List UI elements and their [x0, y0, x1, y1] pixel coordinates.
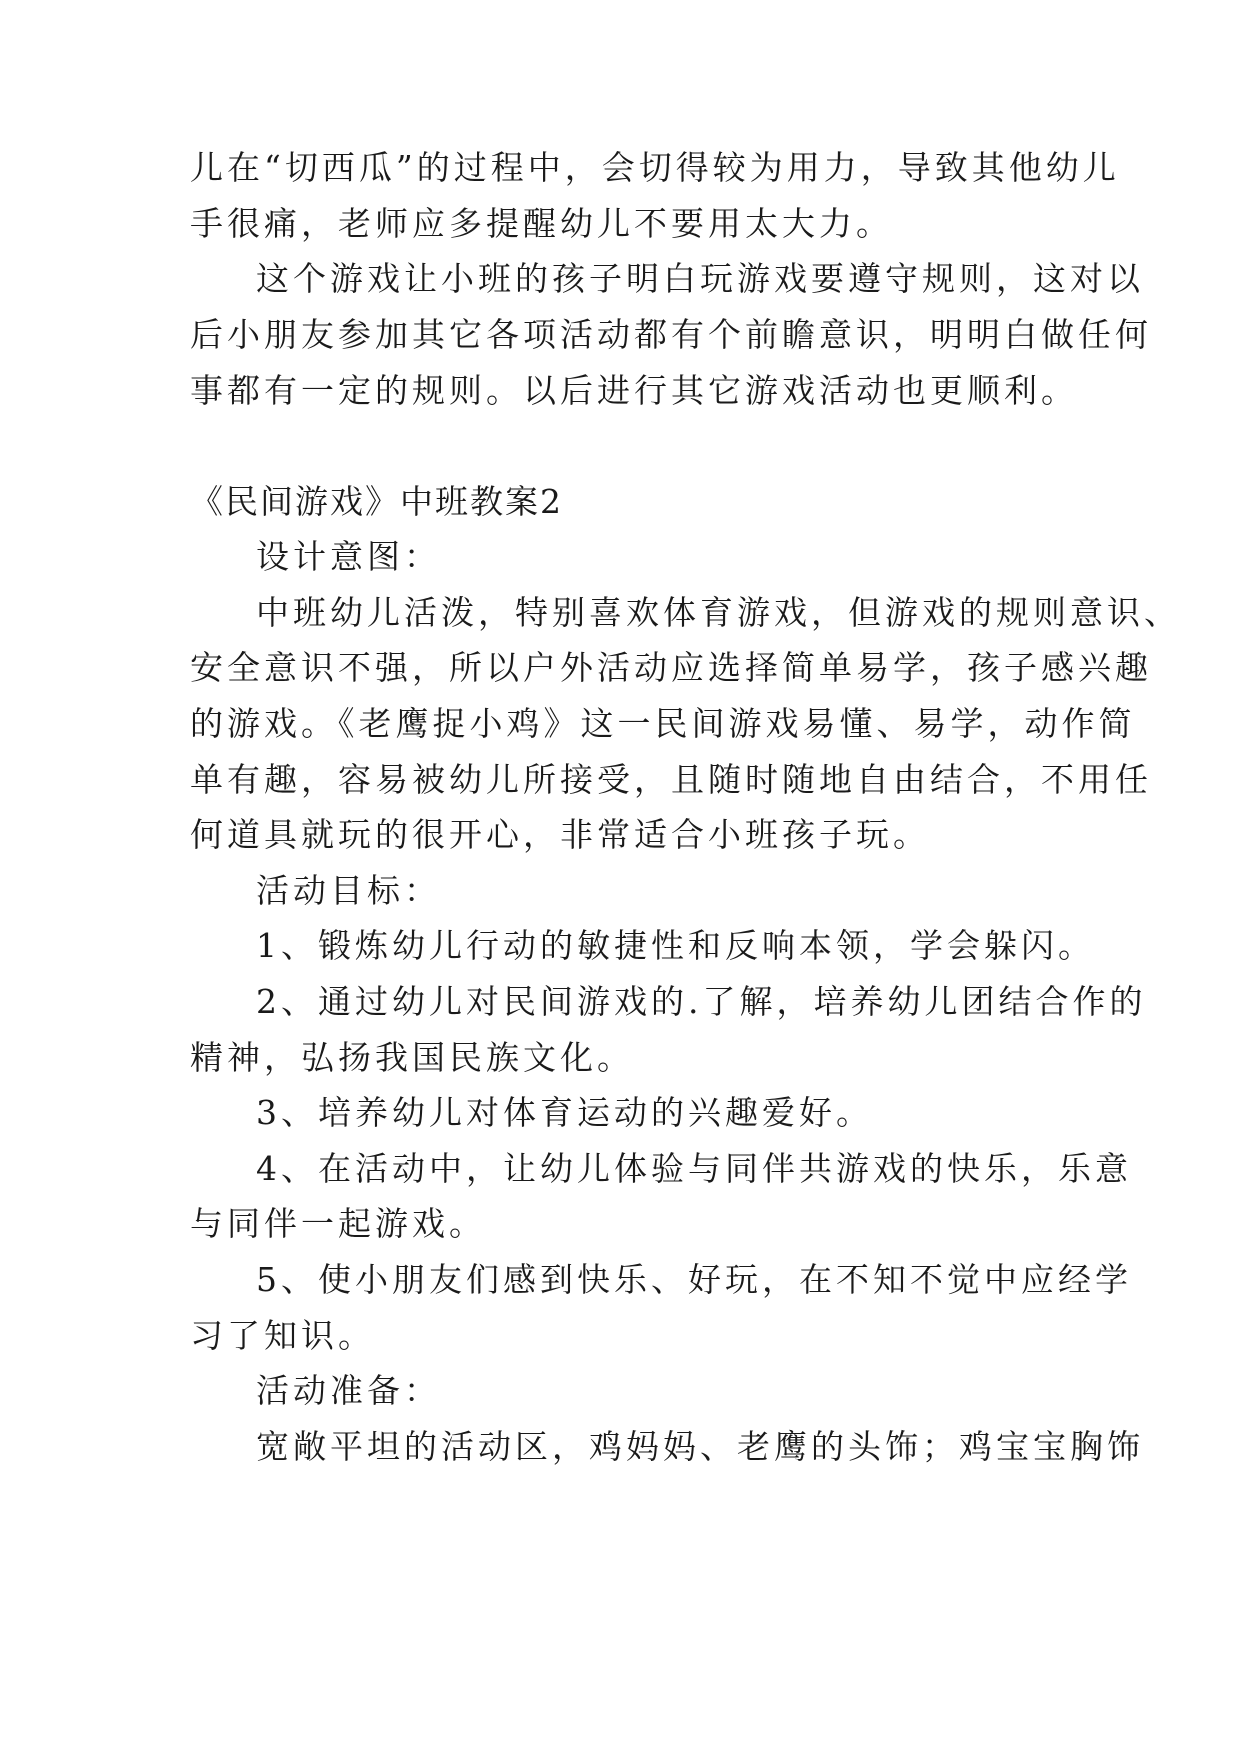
- body-text-line: 手很痛，老师应多提醒幼儿不要用太大力。: [190, 204, 893, 243]
- body-text-line: 事都有一定的规则。以后进行其它游戏活动也更顺利。: [190, 371, 1078, 410]
- body-text-line: 儿在“切西瓜”的过程中，会切得较为用力，导致其他幼儿: [190, 148, 1120, 187]
- list-item: 5、使小朋友们感到快乐、好玩，在不知不觉中应经学: [256, 1260, 1132, 1299]
- body-text-line: 这个游戏让小班的孩子明白玩游戏要遵守规则，这对以: [256, 259, 1144, 298]
- list-item-continuation: 习了知识。: [190, 1316, 375, 1355]
- body-text-line: 的游戏。《老鹰捉小鸡》这一民间游戏易懂、易学，动作简: [190, 704, 1136, 743]
- list-item: 4、在活动中，让幼儿体验与同伴共游戏的快乐，乐意: [256, 1149, 1132, 1188]
- body-text-line: 单有趣，容易被幼儿所接受，且随时随地自由结合，不用任: [190, 760, 1152, 799]
- list-item-continuation: 与同伴一起游戏。: [190, 1204, 486, 1243]
- list-item: 2、通过幼儿对民间游戏的.了解，培养幼儿团结合作的: [256, 982, 1147, 1021]
- body-text-line: 后小朋友参加其它各项活动都有个前瞻意识，明明白做任何: [190, 315, 1152, 354]
- body-text-line: 中班幼儿活泼，特别喜欢体育游戏，但游戏的规则意识、: [256, 593, 1181, 632]
- list-item: 3、培养幼儿对体育运动的兴趣爱好。: [256, 1093, 873, 1132]
- body-text-line: 何道具就玩的很开心，非常适合小班孩子玩。: [190, 815, 930, 854]
- list-item-continuation: 精神，弘扬我国民族文化。: [190, 1038, 634, 1077]
- section-heading: 活动准备：: [256, 1371, 441, 1410]
- body-text-line: 宽敞平坦的活动区，鸡妈妈、老鹰的头饰；鸡宝宝胸饰: [256, 1427, 1144, 1466]
- section-heading: 设计意图：: [256, 537, 441, 576]
- body-text-line: 安全意识不强，所以户外活动应选择简单易学，孩子感兴趣: [190, 648, 1152, 687]
- section-title: 《民间游戏》中班教案2: [190, 482, 563, 521]
- section-heading: 活动目标：: [256, 871, 441, 910]
- list-item: 1、锻炼幼儿行动的敏捷性和反响本领，学会躲闪。: [256, 926, 1095, 965]
